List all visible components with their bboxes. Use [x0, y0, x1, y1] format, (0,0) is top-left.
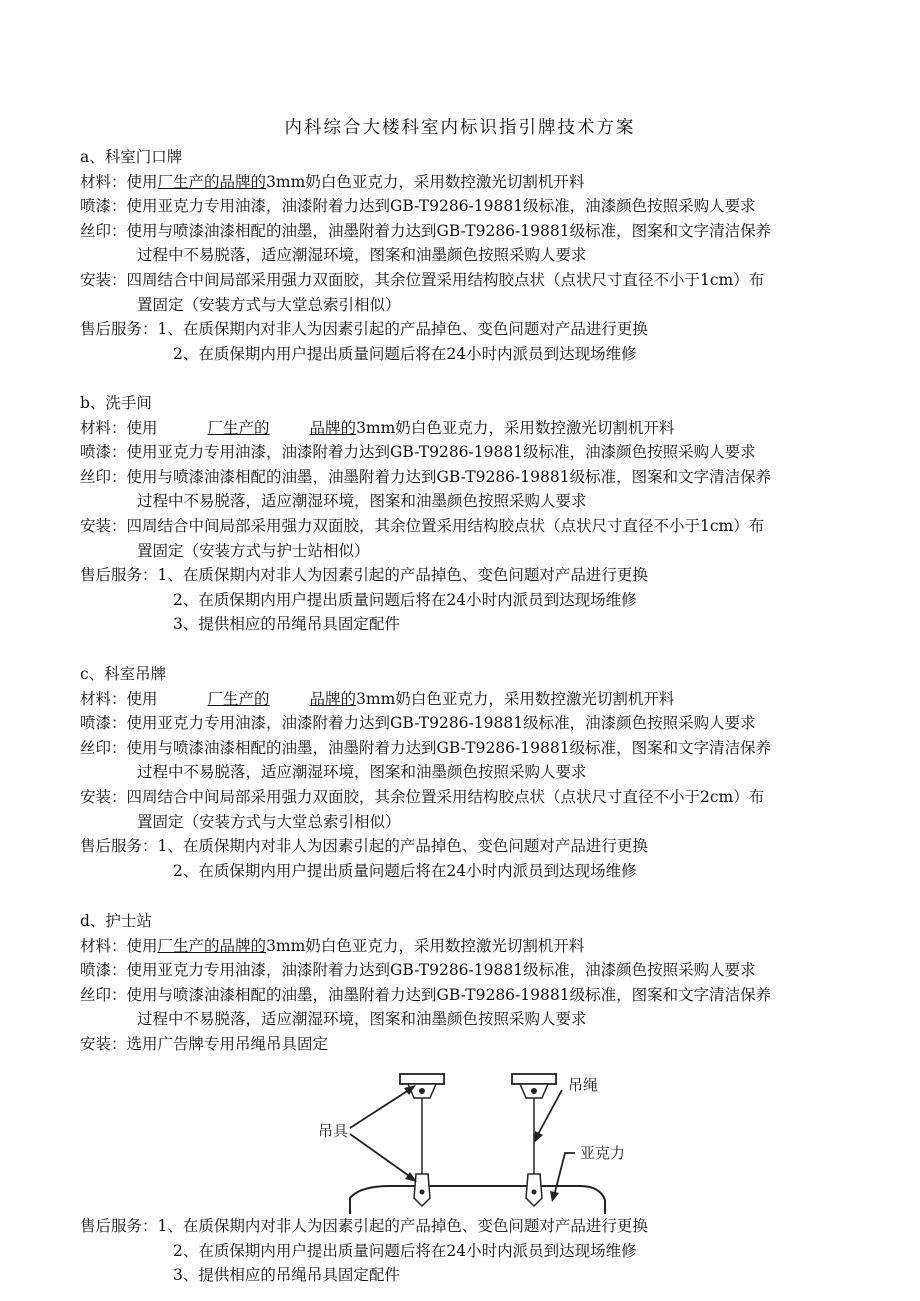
label-hanger: 吊具: [318, 1122, 349, 1140]
service-line: 2、在质保期内用户提出质量问题后将在24小时内派员到达现场维修: [173, 861, 637, 880]
section-heading: c、科室吊牌: [80, 665, 167, 683]
print-line: 丝印：使用与喷漆油漆相配的油墨，油墨附着力达到GB-T9286-19881级标准，图案和文字清洁保养: [80, 467, 772, 486]
print-line: 丝印：使用与喷漆油漆相配的油墨，油墨附着力达到GB-T9286-19881级标准，图案和文字清洁保养: [80, 985, 772, 1004]
label-rope: 吊绳: [568, 1076, 599, 1094]
paint-line: 喷漆：使用亚克力专用油漆，油漆附着力达到GB-T9286-19881级标准，油漆颜色按照采购人要求: [80, 961, 756, 980]
print-line-cont: 过程中不易脱落，适应潮湿环境，图案和油墨颜色按照采购人要求: [137, 246, 587, 265]
paint-line: 喷漆：使用亚克力专用油漆，油漆附着力达到GB-T9286-19881级标准，油漆颜色按照采购人要求: [80, 443, 756, 462]
service-line: 售后服务：1、在质保期内对非人为因素引起的产品掉色、变色问题对产品进行更换: [80, 1217, 648, 1235]
section-d-service: [80, 1214, 890, 1288]
service-line: 2、在质保期内用户提出质量问题后将在24小时内派员到达现场维修: [173, 1241, 637, 1260]
document-title: 内科综合大楼科室内标识指引牌技术方案: [284, 118, 636, 138]
install-line: 安装：四周结合中间局部采用强力双面胶，其余位置采用结构胶点状（点状尺寸直径不小于1cm）布: [80, 270, 765, 289]
paint-line: 喷漆：使用亚克力专用油漆，油漆附着力达到GB-T9286-19881级标准，油漆颜色按照采购人要求: [80, 197, 756, 216]
print-line: 丝印：使用与喷漆油漆相配的油墨，油墨附着力达到GB-T9286-19881级标准，图案和文字清洁保养: [80, 738, 772, 757]
material-line: 材料：使用 厂生产的 品牌的3mm奶白色亚克力，采用数控激光切割机开料: [80, 418, 675, 437]
install-line: 安装：四周结合中间局部采用强力双面胶，其余位置采用结构胶点状（点状尺寸直径不小于2cm）布: [80, 787, 765, 806]
service-line: 售后服务：1、在质保期内对非人为因素引起的产品掉色、变色问题对产品进行更换: [80, 837, 648, 856]
material-line: 材料：使用厂生产的品牌的3mm奶白色亚克力，采用数控激光切割机开料: [80, 172, 585, 191]
acrylic-board: [350, 1186, 605, 1214]
install-line: 安装：选用广告牌专用吊绳吊具固定: [80, 1034, 329, 1053]
service-line: 2、在质保期内用户提出质量问题后将在24小时内派员到达现场维修: [173, 590, 637, 609]
ceiling-mount-right: [512, 1074, 556, 1084]
install-line: 安装：四周结合中间局部采用强力双面胶，其余位置采用结构胶点状（点状尺寸直径不小于1cm）布: [80, 516, 765, 535]
ceiling-mount-left: [400, 1074, 444, 1084]
service-line: 3、提供相应的吊绳吊具固定配件: [173, 615, 400, 634]
print-line: 丝印：使用与喷漆油漆相配的油墨，油墨附着力达到GB-T9286-19881级标准，图案和文字清洁保养: [80, 221, 772, 240]
section-heading: b、洗手间: [80, 394, 152, 412]
print-line-cont: 过程中不易脱落，适应潮湿环境，图案和油墨颜色按照采购人要求: [137, 492, 587, 511]
underlined-text: 厂生产的品牌的: [157, 172, 267, 191]
label-acrylic: 亚克力: [580, 1144, 626, 1162]
underlined-text: 厂生产的品牌的: [157, 936, 267, 955]
section-c: [80, 662, 890, 883]
underlined-text: 厂生产的 品牌的: [207, 689, 357, 708]
service-line: 2、在质保期内用户提出质量问题后将在24小时内派员到达现场维修: [173, 344, 637, 363]
service-line: 售后服务：1、在质保期内对非人为因素引起的产品掉色、变色问题对产品进行更换: [80, 320, 648, 339]
install-line-cont: 置固定（安装方式与大堂总索引相似）: [137, 295, 401, 314]
service-line: 售后服务：1、在质保期内对非人为因素引起的产品掉色、变色问题对产品进行更换: [80, 566, 648, 585]
print-line-cont: 过程中不易脱落，适应潮湿环境，图案和油墨颜色按照采购人要求: [137, 1010, 587, 1029]
paint-line: 喷漆：使用亚克力专用油漆，油漆附着力达到GB-T9286-19881级标准，油漆颜色按照采购人要求: [80, 714, 756, 733]
section-b: [80, 391, 890, 637]
hanging-sign-diagram: [300, 1068, 630, 1216]
section-a: [80, 145, 890, 366]
service-line: 3、提供相应的吊绳吊具固定配件: [173, 1266, 400, 1285]
install-line-cont: 置固定（安装方式与大堂总索引相似）: [137, 812, 401, 831]
section-heading: a、科室门口牌: [80, 148, 183, 166]
underlined-text: 厂生产的 品牌的: [207, 418, 357, 437]
section-heading: d、护士站: [80, 912, 152, 930]
section-d: [80, 909, 890, 1057]
install-line-cont: 置固定（安装方式与护士站相似）: [137, 541, 370, 560]
print-line-cont: 过程中不易脱落，适应潮湿环境，图案和油墨颜色按照采购人要求: [137, 763, 587, 782]
material-line: 材料：使用厂生产的品牌的3mm奶白色亚克力，采用数控激光切割机开料: [80, 936, 585, 955]
material-line: 材料：使用 厂生产的 品牌的3mm奶白色亚克力，采用数控激光切割机开料: [80, 689, 675, 708]
